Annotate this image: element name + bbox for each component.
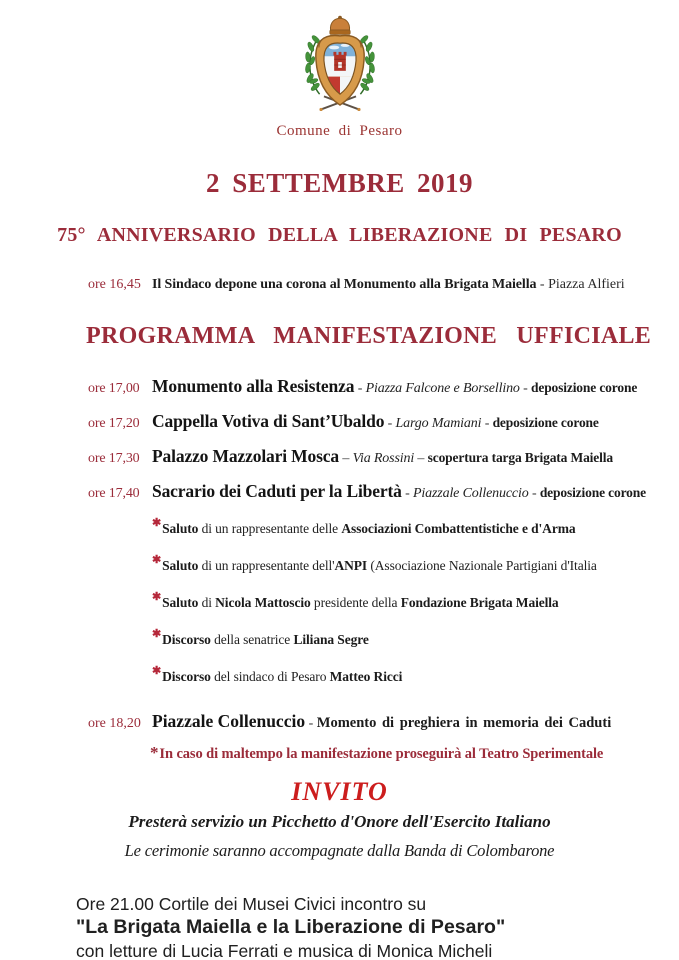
pre-event-description: Il Sindaco depone una corona al Monumento alla Brigata Maiella bbox=[152, 277, 537, 292]
event-location: Piazzale Collenuccio bbox=[413, 486, 529, 501]
star-icon: ✱ bbox=[152, 591, 162, 603]
event-title: Monumento alla Resistenza bbox=[152, 376, 355, 396]
invito-line-1: Presterà servizio un Picchetto d'Onore dell'Esercito Italiano bbox=[128, 812, 551, 831]
speech-text: di un rappresentante dell' bbox=[198, 558, 335, 573]
page-title: 2 SETTEMBRE 2019 bbox=[205, 168, 474, 198]
star-icon: ✱ bbox=[152, 554, 162, 566]
speech-text: Saluto bbox=[162, 595, 199, 610]
speech-text: di un rappresentante delle bbox=[198, 521, 342, 536]
speech-text: Fondazione Brigata Maiella bbox=[400, 595, 559, 610]
event-row bbox=[0, 446, 679, 467]
footer-line-1: Ore 21.00 Cortile dei Musei Civici incontro su bbox=[76, 894, 427, 914]
event-location: Via Rossini bbox=[352, 451, 415, 466]
footer-line-2: "La Brigata Maiella e la Liberazione di Pesaro" bbox=[76, 916, 506, 938]
event-description: Momento di preghiera in memoria dei Caduti bbox=[316, 715, 612, 731]
event-title: Cappella Votiva di Sant’Ubaldo bbox=[152, 411, 385, 431]
organization-name: Comune di Pesaro bbox=[276, 123, 403, 139]
event-title: Piazzale Collenuccio bbox=[152, 711, 306, 731]
speech-text: del sindaco di Pesaro bbox=[210, 669, 330, 684]
separator: - bbox=[481, 416, 493, 431]
star-icon: ✱ bbox=[152, 665, 162, 677]
event-time: ore 17,40 bbox=[88, 486, 140, 501]
footer-line-3: con letture di Lucia Ferrati e musica di Monica Micheli bbox=[76, 941, 493, 960]
separator: - bbox=[519, 381, 531, 396]
separator: - bbox=[536, 277, 549, 292]
event-text bbox=[152, 481, 646, 502]
event-time: ore 16,45 bbox=[88, 277, 141, 292]
speech-text: Liliana Segre bbox=[293, 632, 369, 647]
invito-line-2: Le cerimonie saranno accompagnate dalla Banda di Colombarone bbox=[124, 841, 555, 860]
star-icon: ✱ bbox=[152, 517, 162, 529]
separator: - bbox=[354, 381, 366, 396]
event-action: scopertura targa Brigata Maiella bbox=[427, 450, 613, 465]
separator: - bbox=[401, 486, 413, 501]
asterisk-icon: * bbox=[150, 743, 159, 762]
separator: - bbox=[528, 486, 540, 501]
comune-di-pesaro-crest-icon bbox=[293, 14, 387, 116]
speech-item bbox=[152, 627, 679, 648]
event-action: deposizione corone bbox=[492, 415, 599, 430]
speech-item bbox=[152, 516, 679, 537]
event-time: ore 18,20 bbox=[88, 716, 141, 731]
event-text bbox=[152, 446, 613, 467]
speech-item bbox=[152, 664, 679, 685]
event-row bbox=[0, 481, 679, 502]
separator: – bbox=[339, 451, 353, 466]
masthead bbox=[0, 0, 679, 140]
speech-item bbox=[152, 553, 679, 574]
event-row bbox=[0, 376, 679, 397]
event-time: ore 17,20 bbox=[88, 416, 140, 431]
invito-title: INVITO bbox=[291, 777, 388, 806]
pre-event-place: Piazza Alfieri bbox=[548, 277, 625, 292]
weather-note-text: In caso di maltempo la manifestazione proseguirà al Teatro Sperimentale bbox=[159, 746, 604, 762]
speech-text: Saluto bbox=[162, 521, 199, 536]
closing-event-row bbox=[0, 711, 679, 732]
speech-text: presidente della bbox=[310, 595, 401, 610]
speech-text: Discorso bbox=[162, 669, 211, 684]
speech-text: Associazioni Combattentistiche e d'Arma bbox=[341, 521, 576, 536]
speech-text: Matteo Ricci bbox=[329, 669, 403, 684]
event-row bbox=[0, 411, 679, 432]
event-text bbox=[152, 376, 637, 397]
event-title: Palazzo Mazzolari Mosca bbox=[152, 446, 340, 466]
speech-text: di bbox=[198, 595, 216, 610]
anniversary-subtitle: 75° ANNIVERSARIO DELLA LIBERAZIONE DI PESARO bbox=[57, 224, 622, 246]
event-location: Largo Mamiani bbox=[395, 416, 482, 431]
event-text bbox=[152, 411, 599, 432]
speech-item bbox=[152, 590, 679, 611]
speech-text: Saluto bbox=[162, 558, 199, 573]
speech-text: ANPI bbox=[334, 558, 368, 573]
event-title: Sacrario dei Caduti per la Libertà bbox=[152, 481, 402, 501]
pre-event-row bbox=[0, 277, 679, 293]
separator: - bbox=[305, 716, 317, 731]
speech-text: Discorso bbox=[162, 632, 211, 647]
event-action: deposizione corone bbox=[539, 485, 646, 500]
event-time: ore 17,30 bbox=[88, 451, 140, 466]
separator: – bbox=[414, 451, 428, 466]
speech-list bbox=[0, 516, 679, 685]
speech-text: della senatrice bbox=[210, 632, 294, 647]
weather-note bbox=[0, 743, 679, 763]
speech-text: Nicola Mattoscio bbox=[215, 595, 311, 610]
separator: - bbox=[384, 416, 396, 431]
event-location: Piazza Falcone e Borsellino bbox=[365, 381, 520, 396]
footer-block bbox=[0, 893, 679, 960]
event-time: ore 17,00 bbox=[88, 381, 140, 396]
event-text bbox=[152, 711, 611, 732]
event-list bbox=[0, 376, 679, 502]
speech-text: (Associazione Nazionale Partigiani d'Italia bbox=[367, 558, 597, 573]
star-icon: ✱ bbox=[152, 628, 162, 640]
section-title: PROGRAMMA MANIFESTAZIONE UFFICIALE bbox=[86, 323, 652, 349]
event-action: deposizione corone bbox=[531, 380, 638, 395]
pre-event-text bbox=[152, 277, 625, 293]
